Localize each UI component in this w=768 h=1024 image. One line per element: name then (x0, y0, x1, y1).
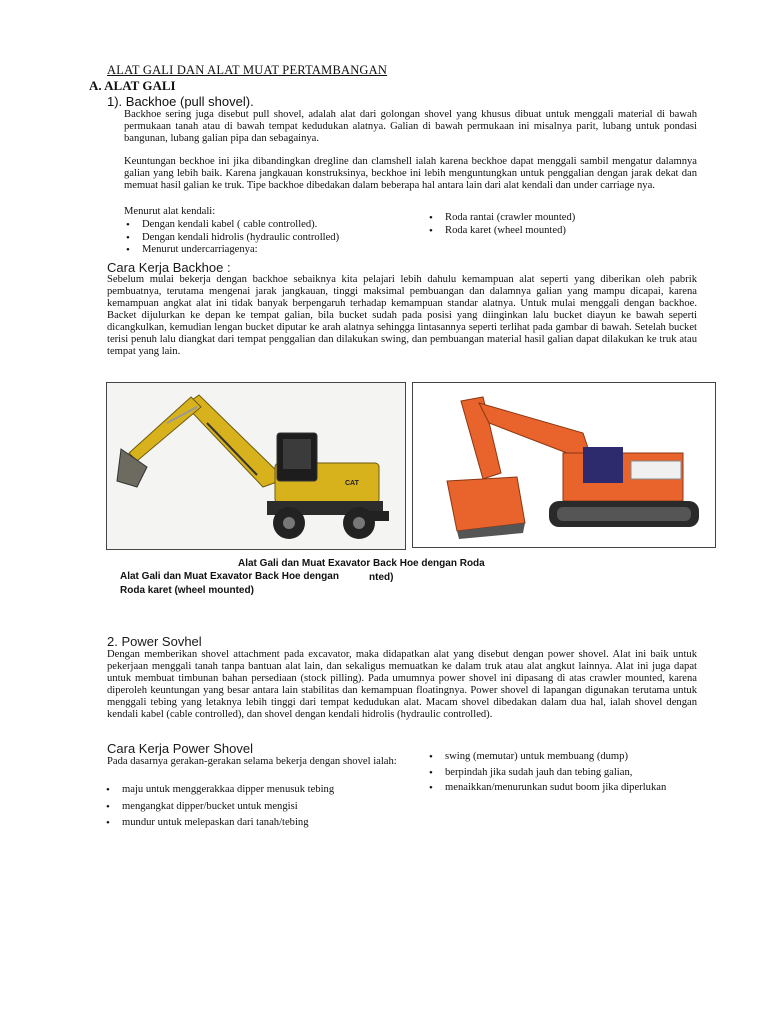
wheel-backhoe-image (106, 382, 406, 550)
list-item: • Dengan kendali kabel ( cable controlled). (124, 219, 414, 232)
list-item: • Roda karet (wheel mounted) (427, 225, 687, 238)
caption-right-line-1: Alat Gali dan Muat Exavator Back Hoe dengan Roda (238, 558, 485, 569)
svg-text:CAT: CAT (345, 480, 359, 487)
list-item: • mengangkat dipper/bucket untuk mengisi (104, 801, 424, 814)
list-item: • Roda rantai (crawler mounted) (427, 212, 687, 225)
document-title: ALAT GALI DAN ALAT MUAT PERTAMBANGAN (107, 63, 388, 77)
wheel-excavator-illustration (107, 383, 405, 549)
caption-left-line-2: Roda karet (wheel mounted) (120, 585, 254, 596)
list-item: • Dengan kendali hidrolis (hydraulic controlled) (124, 232, 414, 245)
list-item: • swing (memutar) untuk membuang (dump) (427, 751, 677, 764)
caption-right-line-2: nted) (369, 572, 394, 583)
crawler-excavator-illustration (413, 383, 715, 547)
backhoe-heading: 1). Backhoe (pull shovel). (107, 94, 254, 109)
cara-kerja-shovel-heading: Cara Kerja Power Shovel (107, 741, 253, 756)
backhoe-paragraph-2: Keuntungan beckhoe ini jika dibandingkan dregline dan clamshell ialah karena beckhoe dapat menggali sambil mengatur dalamnya galian yang lebih baik. Karena jangkauan konstruksinya, beckhoe ini lebih menguntungkan untuk penggalian dengan jarak dekat dan memuat hasil galian ke truk. Tipe backhoe dibedakan dalam beberapa hal antara lain dari alat kendali dan under carriage nya. (124, 156, 697, 191)
list-item: • menaikkan/menurunkan sudut boom jika diperlukan (427, 782, 677, 795)
power-shovel-paragraph: Dengan memberikan shovel attachment pada excavator, maka didapatkan alat yang disebut dengan power shovel. Alat ini baik untuk pekerjaan menggali tanah tanpa bantuan alat lain, dan sekaligus memuatkan ke dalam truk atau alat angkut lainnya. Alat ini juga dapat untuk membuat timbunan bahan persediaan (stock pilling). Pada umumnya power shovel ini dipasang di atas crawler mounted, karena diperoleh keuntungan yang besar antara lain stabilitas dan kemampuan floatingnya. Power shovel di lapangan digunakan terutama untuk menggali tebing yang letaknya lebih tinggi dari tempat kedudukan alat. Macam shovel dibedakan dalam dua hal, ialah shovel dengan kendali kabel (cable controlled), dan shovel dengan kendali hidrolis (hydraulic controlled). (107, 649, 697, 720)
shovel-list-right (427, 751, 677, 795)
backhoe-list-left (124, 219, 414, 257)
cara-kerja-shovel-intro: Pada dasarnya gerakan-gerakan selama bekerja dengan shovel ialah: (107, 756, 397, 767)
list-item: • berpindah jika sudah jauh dan tebing galian, (427, 767, 677, 780)
section-a-heading: A. ALAT GALI (89, 78, 176, 93)
backhoe-paragraph-1: Backhoe sering juga disebut pull shovel, adalah alat dari golongan shovel yang khusus dibuat untuk menggali material di bawah permukaan tanah atau di bawah tempat kedudukan alatnya. Galian di bawah permukaan ini misalnya parit, lubang untuk pondasi bangunan, lubang galian pipa dan sebagainya. (124, 109, 697, 144)
backhoe-list-right (427, 212, 687, 237)
crawler-backhoe-image (412, 382, 716, 548)
list-item: • maju untuk menggerakkaa dipper menusuk tebing (104, 784, 424, 797)
cara-kerja-backhoe-heading: Cara Kerja Backhoe : (107, 260, 231, 275)
caption-left-line-1: Alat Gali dan Muat Exavator Back Hoe dengan (120, 571, 400, 583)
kendali-label: Menurut alat kendali: (124, 206, 216, 217)
list-item: • mundur untuk melepaskan dari tanah/tebing (104, 817, 424, 830)
power-shovel-heading: 2. Power Sovhel (107, 634, 202, 649)
shovel-list-left (104, 784, 424, 830)
cara-kerja-backhoe-paragraph: Sebelum mulai bekerja dengan backhoe sebaiknya kita pelajari lebih dahulu kemampuan alat seperti yang diberikan oleh pabrik pembuatnya, terutama mengenai jarak jangkauan, tinggi maksimal pembuangan dan dalamnya galian yang mampu dicapai, karena kemampuan angkat alat ini tidak banyak berpengaruh terhadap kemampuan standar alatnya. Untuk mulai menggali dengan backhoe. Backet dijulurkan ke depan ke tempat galian, bila bucket sudah pada posisi yang diinginkan lalu bucket diayun ke bawah seperti dicangkulkan, kemudian lengan bucket diputar ke arah alatnya sehingga lintasannya seperti terlihat pada gambar di bawah. Setelah bucket terisi penuh lalu diangkat dari tempat penggalian dan dilakukan swing, dan pembuangan material hasil galian dapat dilakukan ke truk atau tempat yang lain. (107, 274, 697, 357)
list-item: • Menurut undercarriagenya: (124, 244, 414, 257)
